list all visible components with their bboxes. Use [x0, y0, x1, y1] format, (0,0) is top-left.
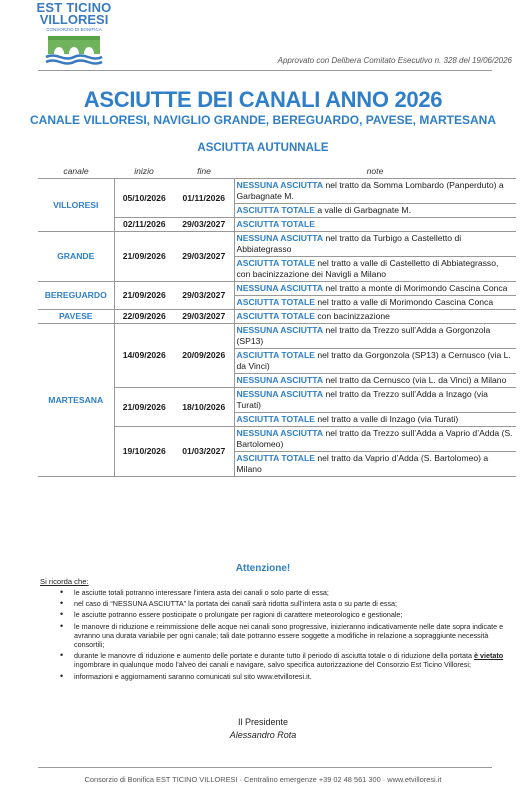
list-item: [60, 651, 515, 669]
notes-list: [60, 588, 515, 683]
end-date: 29/03/2027: [174, 232, 234, 282]
canal-grande: GRANDE: [38, 232, 114, 282]
note-cell: [234, 179, 516, 204]
note-text: nel tratto a valle di Inzago (via Turati): [314, 414, 459, 424]
note-cell: [234, 282, 516, 296]
list-item: • nel caso di “NESSUNA ASCIUTTA” la portata dei canali sarà ridotta sull’intera asta o su parte di essa;: [60, 599, 515, 608]
note-status: NESSUNA ASCIUTTA: [236, 375, 324, 385]
canal-bereguardo: BEREGUARDO: [38, 282, 114, 310]
note-status: NESSUNA ASCIUTTA: [236, 283, 324, 293]
signature-role: Il Presidente: [237, 717, 289, 727]
note-cell: [234, 349, 516, 374]
footer-divider: [38, 767, 492, 768]
start-date: 05/10/2026: [114, 179, 174, 218]
note-text: nel tratto a monte di Morimondo Cascina Conca: [323, 283, 508, 293]
note-status: ASCIUTTA TOTALE: [236, 258, 315, 268]
start-date: 02/11/2026: [114, 218, 174, 232]
table-row: [38, 232, 516, 257]
note-text: nel tratto da Gorgonzola (SP13) a Cernusco (via L. da Vinci): [236, 350, 511, 371]
logo-line-3: CONSORZIO DI BONIFICA: [46, 27, 102, 32]
note-text: ingombrare in qualunque modo l’alveo dei canali e navigare, salvo specifica autorizzazione del Consorzio Est Ticino Villoresi;: [74, 660, 471, 670]
table-row: [38, 324, 516, 349]
note-text: nel tratto da Somma Lombardo (Panperduto) a Garbagnate M.: [236, 180, 504, 201]
note-cell: [234, 218, 516, 232]
note-status: ASCIUTTA TOTALE: [236, 414, 315, 424]
start-date: 19/10/2026: [114, 427, 174, 477]
schedule-table: [38, 163, 516, 477]
note-cell: [234, 204, 516, 218]
list-item: • le asciutte potranno essere posticipate o prolungate per ragioni di carattere meteorologico e gestionale;: [60, 610, 515, 619]
note-text: durante le manovre di riduzione e aumento delle portate e durante tutto il periodo di asciutta totale o di riduzione della portata: [74, 651, 474, 661]
note-status: NESSUNA ASCIUTTA: [236, 325, 324, 335]
end-date: 20/09/2026: [174, 324, 234, 388]
note-status: NESSUNA ASCIUTTA: [236, 428, 324, 438]
approval-note: Approvato con Delibera Comitato Esecutivo n. 328 del 19/06/2026: [277, 56, 512, 65]
table-row: [38, 282, 516, 296]
note-text: nel tratto da Trezzo sull’Adda a Vaprio d’Adda (S. Bartolomeo): [236, 428, 513, 449]
logo-line-2: VILLORESI: [39, 12, 109, 27]
note-status: ASCIUTTA TOTALE: [236, 453, 315, 463]
note-cell: [234, 324, 516, 349]
end-date: 29/03/2027: [174, 218, 234, 232]
bridge-logo-icon: [44, 34, 104, 66]
table-row: [38, 179, 516, 204]
note-cell: [234, 257, 516, 282]
start-date: 14/09/2026: [114, 324, 174, 388]
list-item: • le manovre di riduzione e reimmissione delle acque nei canali sono progressive, inizieranno indicativamente nelle date sopra indicate e avranno una durata variabile per ogni canale; tali date potranno essere soggette a modifiche in relazione a sopraggiunte necessità consortili;: [60, 622, 515, 650]
note-status: NESSUNA ASCIUTTA: [236, 389, 324, 399]
end-date: 29/03/2027: [174, 282, 234, 310]
note-text: nel tratto da Cernusco (via L. da Vinci) a Milano: [323, 375, 507, 385]
note-text: con bacinizzazione: [314, 311, 390, 321]
note-text: nel tratto a valle di Morimondo Cascina Conca: [314, 297, 494, 307]
recall-label: Si ricorda che:: [40, 577, 89, 586]
canal-martesana: MARTESANA: [38, 324, 114, 477]
note-status: ASCIUTTA TOTALE: [236, 219, 315, 229]
note-text: nel tratto da Trezzo sull’Adda a Gorgonzola (SP13): [236, 325, 491, 346]
start-date: 21/09/2026: [114, 232, 174, 282]
note-status: ASCIUTTA TOTALE: [236, 297, 315, 307]
page-title: ASCIUTTE DEI CANALI ANNO 2026: [83, 87, 443, 112]
col-header-canal: canale: [38, 163, 114, 179]
start-date: 22/09/2026: [114, 310, 174, 324]
note-cell: [234, 296, 516, 310]
note-cell: [234, 310, 516, 324]
col-header-start: inizio: [114, 163, 174, 179]
note-text: nel tratto da Trezzo sull’Adda a Inzago (via Turati): [236, 389, 488, 410]
attention-heading: Attenzione!: [235, 563, 291, 574]
logo-line-1: EST TICINO: [36, 0, 112, 15]
signature-name: Alessandro Rota: [229, 730, 297, 740]
col-header-end: fine: [174, 163, 234, 179]
note-status: ASCIUTTA TOTALE: [236, 205, 315, 215]
end-date: 01/11/2026: [174, 179, 234, 218]
note-cell: [234, 427, 516, 452]
list-item: • informazioni e aggiornamenti saranno comunicati sul sito www.etvilloresi.it.: [60, 672, 515, 681]
col-header-notes: note: [234, 163, 516, 179]
note-text: nel tratto a valle di Castelletto di Abbiategrasso, con bacinizzazione dei Navigli a Milano: [236, 258, 499, 279]
note-status: NESSUNA ASCIUTTA: [236, 180, 324, 190]
note-status: ASCIUTTA TOTALE: [236, 350, 315, 360]
page-subtitle: CANALE VILLORESI, NAVIGLIO GRANDE, BEREGUARDO, PAVESE, MARTESANA: [29, 113, 497, 127]
note-cell: [234, 374, 516, 388]
canal-pavese: PAVESE: [38, 310, 114, 324]
note-status: ASCIUTTA TOTALE: [236, 311, 315, 321]
canal-villoresi: VILLORESI: [38, 179, 114, 232]
note-text: nel tratto da Turbigo a Castelletto di Abbiategrasso: [236, 233, 462, 254]
prohibited-text: è vietato: [473, 651, 504, 661]
list-item: • le asciutte totali potranno interessare l’intera asta dei canali o solo parte di essa;: [60, 588, 515, 597]
start-date: 21/09/2026: [114, 388, 174, 427]
note-cell: [234, 413, 516, 427]
note-text: nel tratto da Vaprio d’Adda (S. Bartolomeo) a Milano: [236, 453, 489, 474]
header-divider: [38, 70, 492, 71]
section-title: ASCIUTTA AUTUNNALE: [197, 142, 329, 154]
end-date: 29/03/2027: [174, 310, 234, 324]
start-date: 21/09/2026: [114, 282, 174, 310]
note-status: NESSUNA ASCIUTTA: [236, 233, 324, 243]
note-cell: [234, 452, 516, 477]
end-date: 01/03/2027: [174, 427, 234, 477]
note-text: a valle di Garbagnate M.: [314, 205, 411, 215]
note-cell: [234, 388, 516, 413]
consortium-logo: [36, 2, 112, 70]
note-cell: [234, 232, 516, 257]
table-header-row: [38, 163, 516, 179]
footer-contact: Consorzio di Bonifica EST TICINO VILLORESI · Centralino emergenze +39 02 48 561 300 · www.etvilloresi.it: [84, 775, 442, 784]
table-row: [38, 310, 516, 324]
end-date: 18/10/2026: [174, 388, 234, 427]
